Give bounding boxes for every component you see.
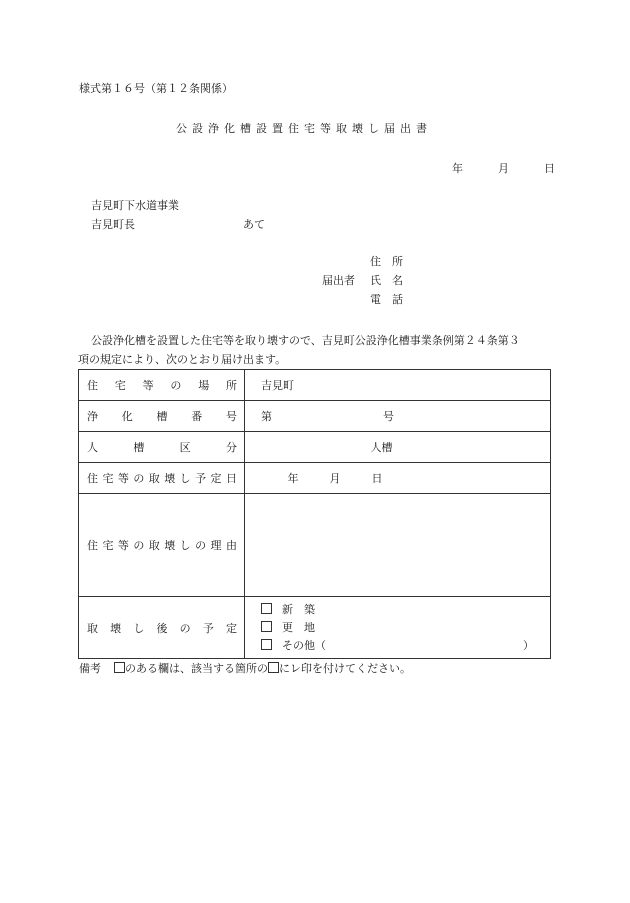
addressee-line1: 吉見町下水道事業 [91,199,179,212]
demolition-date-label: 住 宅 等 の 取 壊 し 予 定 日 [87,472,237,485]
checkbox-new[interactable] [261,603,272,614]
location-value: 吉見町 [261,379,294,392]
row-demolition-date [79,463,551,494]
plan-label: 取 壊 し 後 の 予 定 [87,621,237,635]
reason-label: 住 宅 等 の 取 壊 し の 理 由 [87,539,237,552]
location-label: 住 宅 等 の 場 所 [87,379,237,392]
demolition-day: 日 [371,472,383,485]
body-line2: 項の規定により、次のとおり届け出ます。 [78,353,287,366]
tank-number-label: 浄 化 槽 番 号 [87,410,237,423]
location-cell[interactable] [245,370,551,401]
tank-number-suffix: 号 [383,410,394,423]
row-reason [79,494,551,597]
addressee-line2: 吉見町長 [91,218,135,231]
plan-option-other[interactable]: その他（ ） [245,637,550,655]
addressee-honorific: あて [243,218,265,231]
note-box-icon [114,662,125,673]
capacity-cell[interactable] [245,432,551,463]
row-location [79,370,551,401]
date-month: 月 [498,162,509,175]
form-number: 様式第１６号（第１２条関係） [79,82,233,95]
note-text1: のある欄は、該当する箇所の [125,662,268,675]
date-year: 年 [452,162,463,175]
capacity-unit: 人槽 [370,441,393,454]
row-plan [79,597,551,659]
date-day: 日 [544,162,555,175]
tank-number-cell[interactable] [245,401,551,432]
note-text2: にレ印を付けてください。 [279,662,411,675]
date-line [452,162,555,176]
note-box-icon-2 [268,662,279,673]
capacity-label: 人 槽 区 分 [87,441,237,454]
demolition-year: 年 [287,472,299,485]
applicant-phone-label: 電 話 [370,293,403,306]
tank-number-prefix: 第 [261,410,272,423]
applicant-label: 届出者 [322,274,355,287]
applicant-name-label: 氏 名 [370,274,403,287]
reason-cell[interactable] [245,494,551,597]
body-line1: 公設浄化槽を設置した住宅等を取り壊すので、吉見町公設浄化槽事業条例第２４条第３ [91,334,520,347]
checkbox-other[interactable] [261,639,272,650]
note [79,662,411,676]
demolition-date-cell[interactable] [245,463,551,494]
note-prefix: 備考 [79,662,101,675]
plan-option-new[interactable]: 新 築 [245,601,550,619]
row-capacity [79,432,551,463]
plan-option-vacant[interactable]: 更 地 [245,619,550,637]
other-close-paren: ） [523,638,534,652]
checkbox-vacant[interactable] [261,621,272,632]
notification-table [78,369,551,659]
row-tank-number [79,401,551,432]
applicant-address-label: 住 所 [370,255,403,268]
plan-cell [245,597,551,659]
document-title: 公設浄化槽設置住宅等取壊し届出書 [176,122,432,135]
demolition-month: 月 [329,472,341,485]
